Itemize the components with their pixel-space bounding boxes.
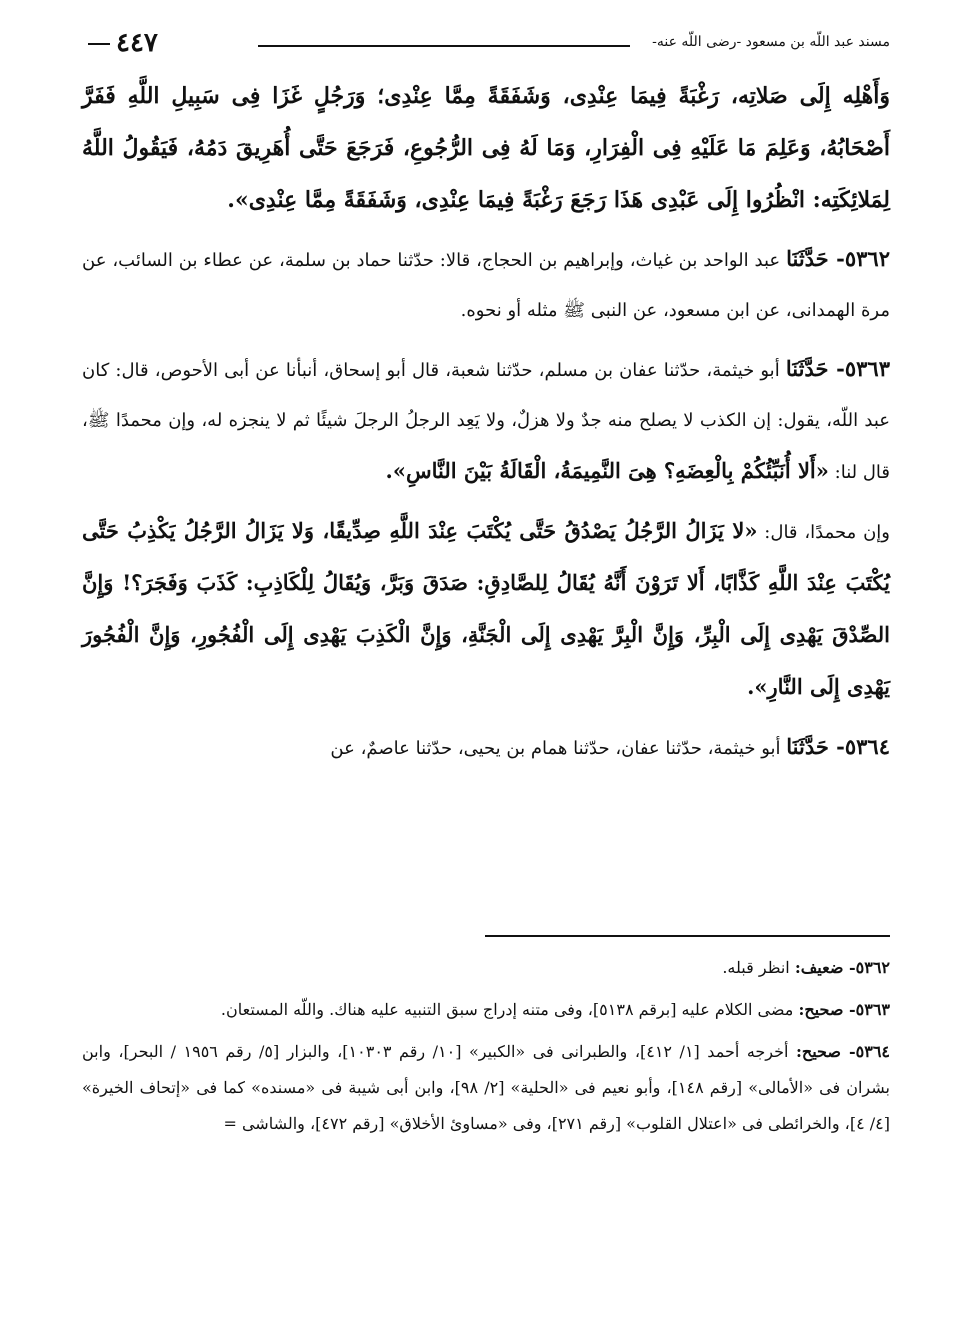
footnote-text: مضى الكلام عليه [برقم ٥١٣٨]، وفى متنه إدراج سبق التنبيه عليه هناك. واللّه المستعان.: [220, 1000, 794, 1019]
running-title: مسند عبد اللّه بن مسعود -رضى اللّه عنه-: [652, 34, 890, 50]
header-dash: [88, 43, 110, 45]
hadith-text: أبو خيثمة، حدّثنا عفان، حدّثنا همام بن يحيى، حدّثنا عاصمٌ، عن: [330, 738, 781, 759]
main-text: [82, 70, 890, 774]
header-rule: [258, 45, 630, 47]
footnote-5362: [82, 950, 890, 986]
running-header: [82, 28, 890, 58]
footnote-5363: [82, 992, 890, 1028]
hadith-5363: [82, 344, 890, 498]
footnote-label: ٥٣٦٢- ضعيف:: [794, 958, 890, 977]
hadith-lead: وإن محمدًا، قال:: [764, 522, 891, 543]
hadith-number: ٥٣٦٤- حَدَّثَنَا: [786, 734, 890, 759]
hadith-text: أبو خيثمة، حدّثنا عفان بن مسلم، حدّثنا شعبة، قال أبو إسحاق، أنبأنا عن أبى الأحوص، قال: كان عبد اللّه، يقول: إن الكذب لا يصلح منه جدٌ ولا هزلٌ، ولا يَعِد الرجلُ الرجلَ شيئًا ثم لا ينجزه له، وإن محمدًا ﷺ، قال لنا:: [82, 360, 890, 483]
hadith-quote: «أَلا أُنَبِّئُكُمْ بِالْعِضَهِ؟ هِىَ النَّمِيمَةُ، الْقَالَةُ بَيْنَ النَّاسِ».: [385, 458, 829, 483]
hadith-5362: [82, 234, 890, 336]
hadith-5364: [82, 722, 890, 774]
footnote-rule: [485, 935, 890, 937]
footnote-label: ٥٣٦٤- صحيح:: [795, 1042, 890, 1061]
hadith-number: ٥٣٦٢- حَدَّثَنَا: [786, 246, 890, 271]
footnotes: [82, 950, 890, 1148]
page-number: [82, 28, 252, 58]
footnote-5364: [82, 1034, 890, 1142]
hadith-number: ٥٣٦٣- حَدَّثَنَا: [785, 356, 890, 381]
footnote-text: انظر قبله.: [722, 958, 790, 977]
footnote-label: ٥٣٦٣- صحيح:: [798, 1000, 890, 1019]
hadith-5361-continuation: وَأَهْلِه إِلَى صَلاتِه، رَغْبَةً فِيمَا عِنْدِى، وَشَفَقَةً مِمَّا عِنْدِى؛ وَرَجُلٍ غَزَا فِى سَبِيلِ اللَّهِ فَفَرَّ أَصْحَابُهُ، وَعَلِمَ مَا عَلَيْهِ فِى الْفِرَارِ، وَمَا لَهُ فِى الرُّجُوعِ، فَرَجَعَ حَتَّى أُهَرِيقَ دَمُهُ، فَيَقُولُ اللَّهُ لِمَلائِكَتِه: انْظُرُوا إِلَى عَبْدِى هَذَا رَجَعَ رَغْبَةً فِيمَا عِنْدِى، وَشَفَقَةً مِمَّا عِنْدِى».: [82, 83, 891, 213]
footnote-text: أخرجه أحمد [١/ ٤١٢]، والطبرانى فى «الكبير» [١٠/ رقم ١٠٣٠٣]، والبزار [٥/ رقم ١٩٥٦ / البحر]، وابن بشران فى «الأمالى» [رقم ١٤٨]، وأبو نعيم فى «الحلية» [٢/ ٩٨]، وابن أبى شيبة فى «مسنده» كما فى «إتحاف الخيرة» [٤/ ٤]، والخرائطى فى «اعتلال القلوب» [رقم ٢٧١]، وفى «مساوئ الأخلاق» [رقم ٤٧٢]، والشاشى =: [82, 1042, 890, 1133]
hadith-5363-continuation: [82, 506, 890, 714]
page-number-text: ٤٤٧: [116, 28, 158, 58]
hadith-text: عبد الواحد بن غياث، وإبراهيم بن الحجاج، قالا: حدّثنا حماد بن سلمة، عن عطاء بن السائب، عن مرة الهمدانى، عن ابن مسعود، عن النبى ﷺ مثله أو نحوه.: [82, 250, 890, 321]
hadith-quote: «لا يَزَالُ الرَّجُلُ يَصْدُقُ حَتَّى يُكْتَبَ عِنْدَ اللَّهِ صِدِّيقًا، وَلا يَزَالُ الرَّجُلُ يَكْذِبُ حَتَّى يُكْتَبَ عِنْدَ اللَّهِ كَذَّابًا، أَلا تَرَوْنَ أَنَّهُ يُقَالُ لِلصَّادِقِ: صَدَقَ وَبَرَّ، وَيُقَالُ لِلْكَاذِبِ: كَذَبَ وَفَجَرَ؟! وَإِنَّ الصِّدْقَ يَهْدِى إِلَى الْبِرِّ، وَإِنَّ الْبِرَّ يَهْدِى إِلَى الْجَنَّةِ، وَإِنَّ الْكَذِبَ يَهْدِى إِلَى الْفُجُورِ، وَإِنَّ الْفُجُورَ يَهْدِى إِلَى النَّارِ».: [82, 518, 890, 699]
